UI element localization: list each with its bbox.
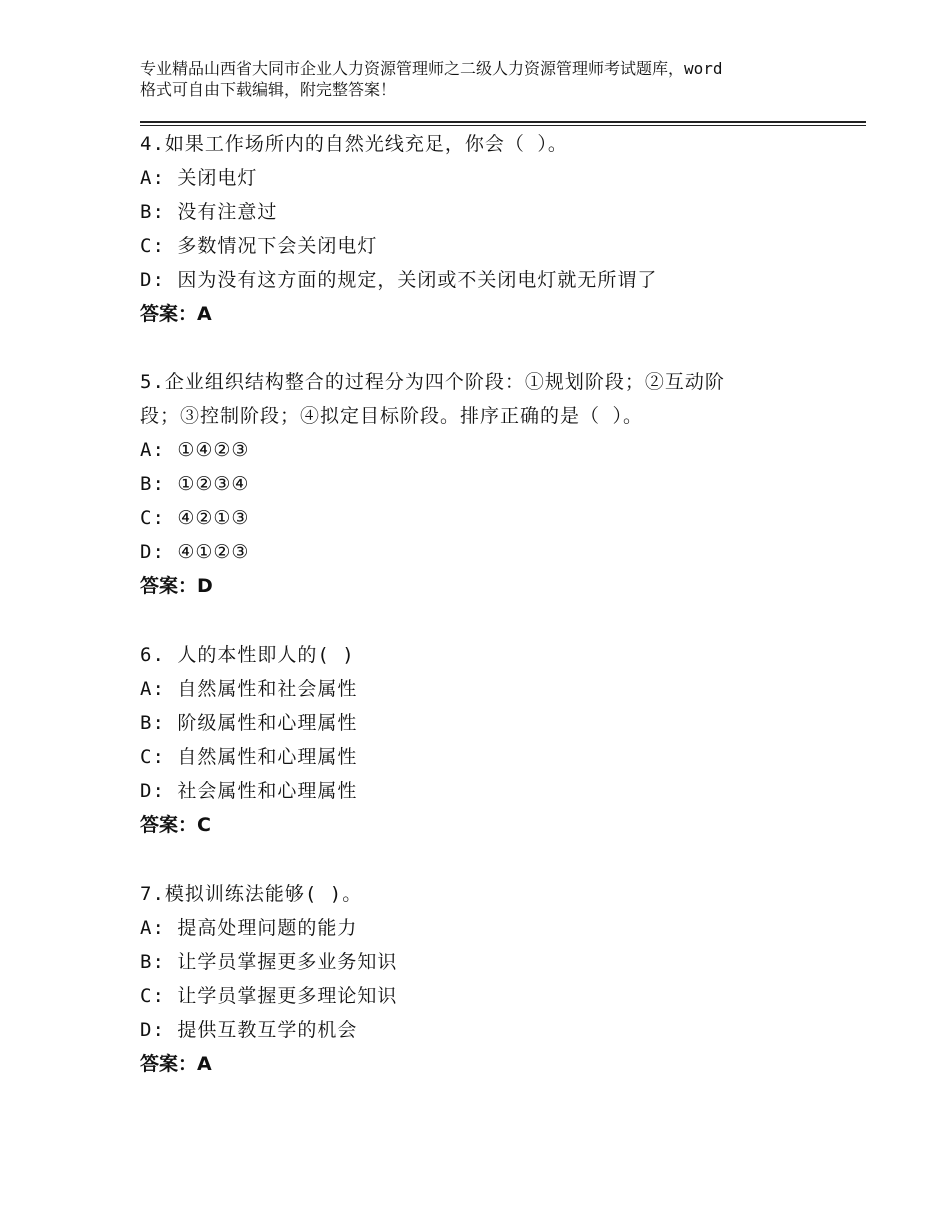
header-line-1: 专业精品山西省大同市企业人力资源管理师之二级人力资源管理师考试题库，word bbox=[140, 59, 723, 78]
question-stem-line-2: 段；③控制阶段；④拟定目标阶段。排序正确的是（ ）。 bbox=[140, 405, 643, 427]
option-b: B: ①②③④ bbox=[140, 473, 250, 495]
question-stem: 7.模拟训练法能够( )。 bbox=[140, 883, 363, 905]
option-c: C: ④②①③ bbox=[140, 507, 250, 529]
option-b: B: 阶级属性和心理属性 bbox=[140, 712, 358, 734]
header-line-2: 格式可自由下载编辑，附完整答案！ bbox=[140, 80, 397, 99]
option-a: A: 关闭电灯 bbox=[140, 167, 258, 189]
option-d: D: 提供互教互学的机会 bbox=[140, 1019, 358, 1041]
question-block-6 bbox=[140, 638, 840, 842]
answer-label: 答案：A bbox=[140, 1053, 212, 1075]
answer-label: 答案：A bbox=[140, 303, 212, 325]
question-stem-line-1: 5.企业组织结构整合的过程分为四个阶段：①规划阶段；②互动阶 bbox=[140, 371, 725, 393]
header-divider-thin bbox=[140, 125, 866, 126]
option-a: A: ①④②③ bbox=[140, 439, 250, 461]
answer-label: 答案：C bbox=[140, 814, 211, 836]
option-c: C: 多数情况下会关闭电灯 bbox=[140, 235, 378, 257]
option-d: D: 社会属性和心理属性 bbox=[140, 780, 358, 802]
option-c: C: 让学员掌握更多理论知识 bbox=[140, 985, 398, 1007]
option-b: B: 没有注意过 bbox=[140, 201, 278, 223]
option-d: D: 因为没有这方面的规定，关闭或不关闭电灯就无所谓了 bbox=[140, 269, 658, 291]
question-block-5 bbox=[140, 365, 840, 603]
option-a: A: 自然属性和社会属性 bbox=[140, 678, 358, 700]
header-divider bbox=[140, 121, 866, 123]
question-stem: 4.如果工作场所内的自然光线充足，你会（ ）。 bbox=[140, 133, 568, 155]
option-a: A: 提高处理问题的能力 bbox=[140, 917, 358, 939]
answer-label: 答案：D bbox=[140, 575, 213, 597]
document-header bbox=[140, 58, 830, 100]
option-c: C: 自然属性和心理属性 bbox=[140, 746, 358, 768]
question-block-4 bbox=[140, 127, 840, 331]
question-stem: 6. 人的本性即人的( ) bbox=[140, 644, 355, 666]
option-b: B: 让学员掌握更多业务知识 bbox=[140, 951, 398, 973]
question-block-7 bbox=[140, 877, 840, 1081]
option-d: D: ④①②③ bbox=[140, 541, 250, 563]
